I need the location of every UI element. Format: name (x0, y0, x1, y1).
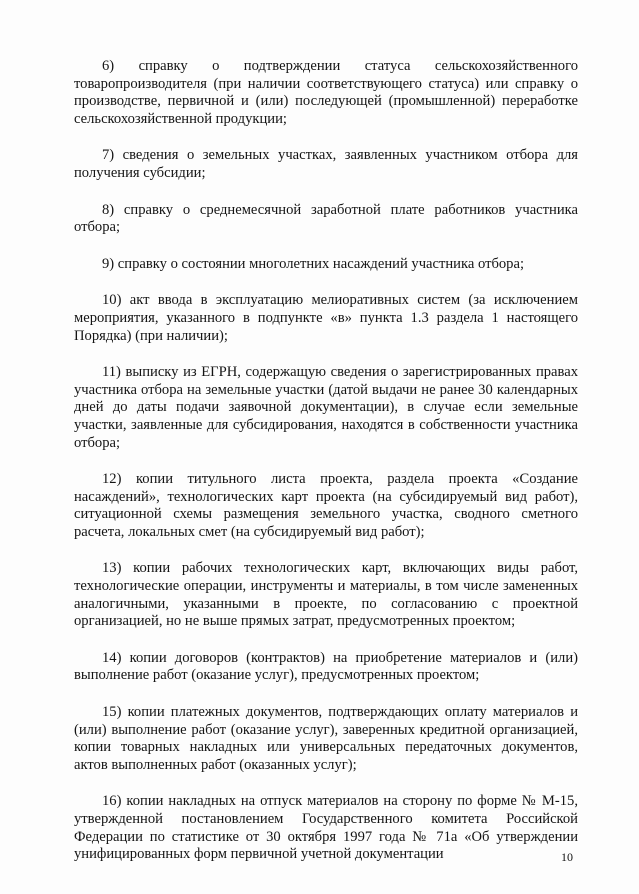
paragraph-item-7: 7) сведения о земельных участках, заявленных участником отбора для получения субсидии; (74, 147, 578, 181)
paragraph-item-9: 9) справку о состоянии многолетних насаждений участника отбора; (102, 255, 525, 272)
paragraph-item-12: 12) копии титульного листа проекта, раздела проекта «Создание насаждений», технологических карт проекта (на субсидируемый вид работ), ситуационной схемы размещения земельного участка, сводного сметного расчета, локальных смет (на субсидируемый вид работ); (74, 471, 578, 540)
paragraph-item-13: 13) копии рабочих технологических карт, включающих виды работ, технологические операции, инструменты и материалы, в том числе замененных аналогичными, указанными в проекте, по согласованию с проектной организацией, но не выше прямых затрат, предусмотренных проектом; (74, 560, 578, 630)
paragraph-item-8: 8) справку о среднемесячной заработной плате работников участника отбора; (74, 201, 578, 236)
paragraph-item-11: 11) выписку из ЕГРН, содержащую сведения о зарегистрированных правах участника отбора на земельные участки (датой выдачи не ранее 30 календарных дней до даты подачи заявочной документации), в случае если земельные участки, заявленные для субсидирования, находятся в собственности участника отбора; (74, 364, 578, 451)
page-number: 10 (561, 850, 573, 864)
paragraph-item-15: 15) копии платежных документов, подтверждающих оплату материалов и (или) выполнение работ (оказание услуг), заверенных кредитной организацией, копии товарных накладных или универсальных передаточных документов, актов выполненных работ (оказанных услуг); (74, 704, 578, 773)
paragraph-item-6: 6) справку о подтверждении статуса сельскохозяйственного товаропроизводителя (при наличии соответствующего статуса) или справку о производстве, первичной и (или) последующей (промышленной) переработке сельскохозяйственной продукции; (74, 58, 578, 127)
paragraph-item-16: 16) копии накладных на отпуск материалов на сторону по форме № М-15, утвержденной постановлением Государственного комитета Российской Федерации по статистике от 30 октября 1997 года № 71а «Об утверждении унифицированных форм первичной учетной документации (74, 793, 578, 863)
paragraph-item-14: 14) копии договоров (контрактов) на приобретение материалов и (или) выполнение работ (оказание услуг), предусмотренных проектом; (74, 649, 578, 684)
paragraph-item-10: 10) акт ввода в эксплуатацию мелиоративных систем (за исключением мероприятия, указанного в подпункте «в» пункта 1.3 раздела 1 настоящего Порядка) (при наличии); (74, 292, 578, 344)
document-body (74, 58, 578, 883)
